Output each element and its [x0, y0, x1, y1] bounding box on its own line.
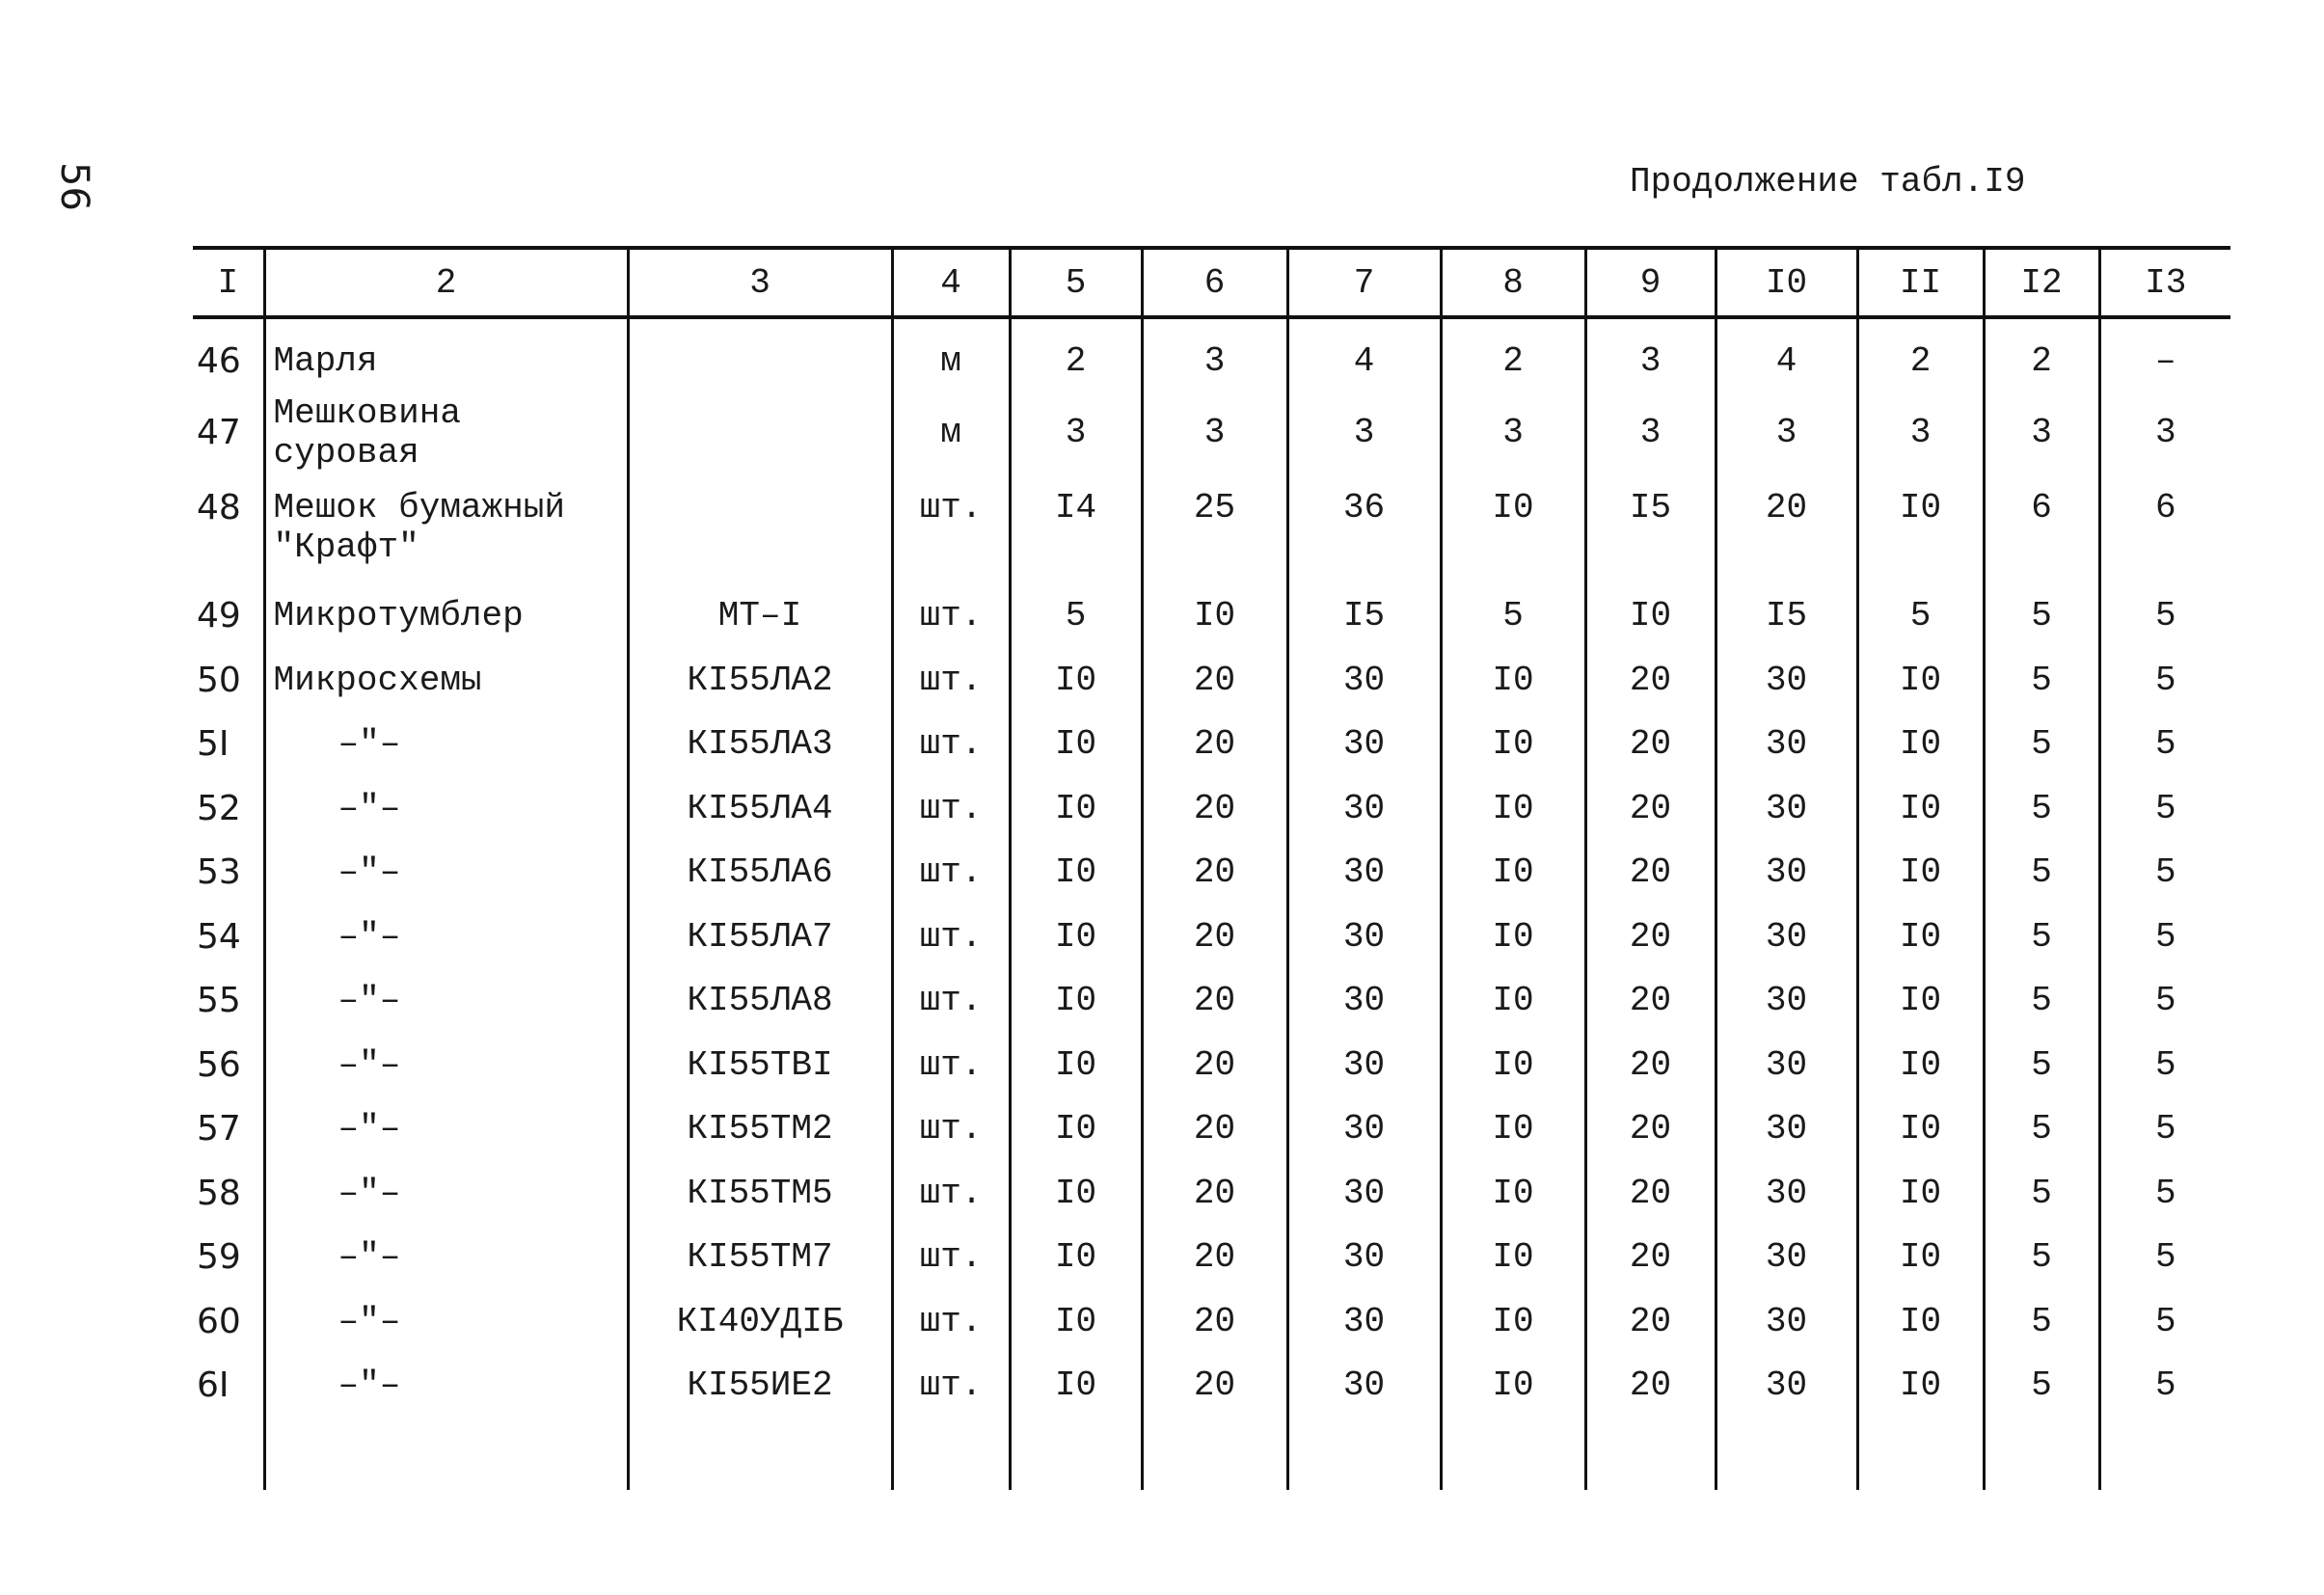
- quantity-cell: I0: [1857, 1289, 1984, 1354]
- item-unit: шт.: [892, 1161, 1010, 1226]
- quantity-cell: 3: [1287, 393, 1441, 473]
- quantity-cell: 30: [1287, 969, 1441, 1034]
- column-header: 9: [1585, 248, 1716, 317]
- table-caption: Продолжение табл.I9: [1630, 162, 2026, 202]
- quantity-cell: 20: [1585, 1289, 1716, 1354]
- row-number: 52: [197, 788, 241, 828]
- quantity-cell: 30: [1287, 1289, 1441, 1354]
- item-name: –"–: [264, 1289, 628, 1354]
- item-name: Марля: [264, 317, 628, 393]
- quantity-cell: 5: [2099, 648, 2230, 713]
- quantity-cell: 5: [1984, 969, 2099, 1034]
- quantity-cell: 30: [1716, 1033, 1857, 1097]
- quantity-cell: 30: [1716, 648, 1857, 713]
- quantity-cell: 20: [1142, 1097, 1287, 1162]
- quantity-cell: 30: [1287, 1161, 1441, 1226]
- quantity-cell: 3: [1010, 393, 1142, 473]
- quantity-cell: 20: [1142, 969, 1287, 1034]
- quantity-cell: 5: [1984, 1226, 2099, 1290]
- quantity-cell: I0: [1857, 1161, 1984, 1226]
- item-name: –"–: [264, 1033, 628, 1097]
- quantity-cell: I0: [1010, 1097, 1142, 1162]
- item-unit: м: [892, 317, 1010, 393]
- row-number: 60: [197, 1301, 241, 1341]
- quantity-cell: I0: [1857, 713, 1984, 777]
- quantity-cell: 30: [1716, 1289, 1857, 1354]
- item-unit: шт.: [892, 648, 1010, 713]
- quantity-cell: I0: [1857, 1033, 1984, 1097]
- item-code: МТ–I: [628, 584, 892, 649]
- quantity-cell: 2: [1984, 317, 2099, 393]
- row-number: 50: [197, 660, 241, 700]
- row-number: 54: [197, 916, 241, 957]
- quantity-cell: I0: [1441, 1161, 1585, 1226]
- table-row: [193, 584, 2230, 649]
- quantity-cell: 5: [2099, 1354, 2230, 1419]
- item-unit: шт.: [892, 969, 1010, 1034]
- table-row: [193, 1226, 2230, 1290]
- quantity-cell: 5: [2099, 1033, 2230, 1097]
- quantity-cell: 20: [1585, 776, 1716, 841]
- item-code: КI55ЛА3: [628, 713, 892, 777]
- item-unit: шт.: [892, 1354, 1010, 1419]
- item-name: Микросхемы: [264, 648, 628, 713]
- row-number: 49: [197, 596, 241, 636]
- item-code: [628, 393, 892, 473]
- row-number: 53: [197, 852, 241, 893]
- quantity-cell: I0: [1441, 841, 1585, 906]
- item-unit: шт.: [892, 905, 1010, 969]
- empty-cell: [892, 1418, 1010, 1490]
- quantity-cell: 5: [2099, 1226, 2230, 1290]
- quantity-cell: I0: [1010, 1226, 1142, 1290]
- table-row: [193, 1354, 2230, 1419]
- quantity-cell: 20: [1585, 841, 1716, 906]
- row-number: 48: [197, 487, 241, 527]
- column-header: 5: [1010, 248, 1142, 317]
- quantity-cell: 5: [1984, 905, 2099, 969]
- quantity-cell: 20: [1585, 969, 1716, 1034]
- row-number: 57: [197, 1109, 241, 1149]
- quantity-cell: 5: [1984, 713, 2099, 777]
- quantity-cell: 5: [1441, 584, 1585, 649]
- table-row: [193, 473, 2230, 584]
- item-unit: шт.: [892, 473, 1010, 584]
- empty-cell: [264, 1418, 628, 1490]
- quantity-cell: 2: [1441, 317, 1585, 393]
- item-name: Мешковина суровая: [264, 393, 628, 473]
- quantity-cell: 30: [1287, 648, 1441, 713]
- empty-cell: [1287, 1418, 1441, 1490]
- column-header: II: [1857, 248, 1984, 317]
- item-name: Микротумблер: [264, 584, 628, 649]
- quantity-cell: 30: [1287, 776, 1441, 841]
- item-code: КI40УДIБ: [628, 1289, 892, 1354]
- empty-cell: [1716, 1418, 1857, 1490]
- quantity-cell: 30: [1716, 905, 1857, 969]
- quantity-cell: 5: [1984, 1161, 2099, 1226]
- table-row: [193, 713, 2230, 777]
- column-header: 3: [628, 248, 892, 317]
- filler-row: [193, 1418, 2230, 1490]
- table-row: [193, 905, 2230, 969]
- table-row: [193, 1097, 2230, 1162]
- quantity-cell: 5: [1984, 584, 2099, 649]
- item-code: [628, 317, 892, 393]
- quantity-cell: I5: [1716, 584, 1857, 649]
- quantity-cell: 20: [1142, 776, 1287, 841]
- item-unit: шт.: [892, 1289, 1010, 1354]
- item-unit: шт.: [892, 1033, 1010, 1097]
- quantity-cell: 3: [1441, 393, 1585, 473]
- quantity-cell: 20: [1142, 1033, 1287, 1097]
- quantity-cell: 30: [1287, 1354, 1441, 1419]
- quantity-cell: I0: [1585, 584, 1716, 649]
- quantity-cell: I0: [1857, 1226, 1984, 1290]
- empty-cell: [1857, 1418, 1984, 1490]
- quantity-cell: 30: [1287, 905, 1441, 969]
- empty-cell: [2099, 1418, 2230, 1490]
- item-unit: шт.: [892, 713, 1010, 777]
- quantity-cell: I0: [1441, 969, 1585, 1034]
- quantity-cell: I0: [1010, 1354, 1142, 1419]
- item-name: Мешок бумажный "Крафт": [264, 473, 628, 584]
- quantity-cell: I0: [1010, 1033, 1142, 1097]
- quantity-cell: 20: [1585, 1033, 1716, 1097]
- quantity-cell: 30: [1287, 1033, 1441, 1097]
- table-row: [193, 1289, 2230, 1354]
- quantity-cell: I0: [1010, 648, 1142, 713]
- quantity-cell: 5: [2099, 841, 2230, 906]
- quantity-cell: 3: [1857, 393, 1984, 473]
- quantity-cell: I0: [1857, 648, 1984, 713]
- empty-cell: [628, 1418, 892, 1490]
- quantity-cell: 3: [1142, 393, 1287, 473]
- quantity-cell: I0: [1441, 1289, 1585, 1354]
- quantity-cell: I0: [1010, 1161, 1142, 1226]
- table-row: [193, 317, 2230, 393]
- quantity-cell: 25: [1142, 473, 1287, 584]
- quantity-cell: 2: [1010, 317, 1142, 393]
- item-code: КI55ЛА2: [628, 648, 892, 713]
- quantity-cell: 3: [1984, 393, 2099, 473]
- quantity-cell: 20: [1585, 1097, 1716, 1162]
- row-number: 47: [197, 413, 241, 452]
- quantity-cell: I0: [1441, 1097, 1585, 1162]
- item-code: КI55ЛА6: [628, 841, 892, 906]
- empty-cell: [1585, 1418, 1716, 1490]
- table-row: [193, 1161, 2230, 1226]
- data-table: [193, 246, 2230, 1490]
- quantity-cell: 6: [1984, 473, 2099, 584]
- row-number: 58: [197, 1173, 241, 1213]
- item-code: КI55ТМ5: [628, 1161, 892, 1226]
- quantity-cell: I0: [1010, 969, 1142, 1034]
- quantity-cell: I0: [1441, 1033, 1585, 1097]
- quantity-cell: 5: [2099, 713, 2230, 777]
- quantity-cell: 20: [1585, 1226, 1716, 1290]
- column-header: 6: [1142, 248, 1287, 317]
- quantity-cell: 3: [1585, 317, 1716, 393]
- item-name: –"–: [264, 1161, 628, 1226]
- column-header: 8: [1441, 248, 1585, 317]
- quantity-cell: 5: [1984, 648, 2099, 713]
- quantity-cell: 5: [2099, 1289, 2230, 1354]
- quantity-cell: 5: [1857, 584, 1984, 649]
- item-name: –"–: [264, 841, 628, 906]
- quantity-cell: 20: [1716, 473, 1857, 584]
- quantity-cell: 4: [1716, 317, 1857, 393]
- table-row: [193, 1033, 2230, 1097]
- empty-cell: [1984, 1418, 2099, 1490]
- quantity-cell: I5: [1287, 584, 1441, 649]
- column-header: I: [193, 248, 264, 317]
- quantity-cell: I0: [1010, 1289, 1142, 1354]
- quantity-cell: 30: [1716, 776, 1857, 841]
- quantity-cell: 20: [1585, 648, 1716, 713]
- row-number: 59: [197, 1237, 241, 1278]
- item-code: КI55ЛА7: [628, 905, 892, 969]
- quantity-cell: 5: [1984, 1354, 2099, 1419]
- column-header: I0: [1716, 248, 1857, 317]
- quantity-cell: I0: [1441, 648, 1585, 713]
- table-row: [193, 393, 2230, 473]
- item-code: КI55ИЕ2: [628, 1354, 892, 1419]
- row-number: 55: [197, 981, 241, 1021]
- empty-cell: [193, 1418, 264, 1490]
- item-code: [628, 473, 892, 584]
- column-header: I3: [2099, 248, 2230, 317]
- item-unit: м: [892, 393, 1010, 473]
- quantity-cell: I0: [1010, 776, 1142, 841]
- quantity-cell: 3: [1716, 393, 1857, 473]
- table-row: [193, 969, 2230, 1034]
- quantity-cell: 4: [1287, 317, 1441, 393]
- quantity-cell: 6: [2099, 473, 2230, 584]
- quantity-cell: 5: [1984, 1289, 2099, 1354]
- quantity-cell: 3: [1142, 317, 1287, 393]
- quantity-cell: I0: [1857, 841, 1984, 906]
- item-name: –"–: [264, 1354, 628, 1419]
- quantity-cell: 30: [1716, 713, 1857, 777]
- empty-cell: [1441, 1418, 1585, 1490]
- quantity-cell: I0: [1010, 841, 1142, 906]
- table-row: [193, 841, 2230, 906]
- quantity-cell: 5: [1984, 776, 2099, 841]
- item-unit: шт.: [892, 1226, 1010, 1290]
- empty-cell: [1010, 1418, 1142, 1490]
- row-number: 56: [197, 1044, 241, 1085]
- quantity-cell: I4: [1010, 473, 1142, 584]
- quantity-cell: 5: [2099, 1161, 2230, 1226]
- row-number: 46: [197, 340, 241, 381]
- quantity-cell: I0: [1441, 1354, 1585, 1419]
- quantity-cell: I0: [1857, 969, 1984, 1034]
- item-name: –"–: [264, 713, 628, 777]
- quantity-cell: 20: [1142, 841, 1287, 906]
- header-row: [193, 248, 2230, 317]
- quantity-cell: 20: [1142, 1226, 1287, 1290]
- quantity-cell: 20: [1585, 1161, 1716, 1226]
- row-number: 5I: [197, 724, 230, 765]
- quantity-cell: 20: [1585, 905, 1716, 969]
- quantity-cell: I5: [1585, 473, 1716, 584]
- quantity-cell: 30: [1287, 713, 1441, 777]
- quantity-cell: 30: [1716, 969, 1857, 1034]
- quantity-cell: I0: [1857, 1354, 1984, 1419]
- quantity-cell: 5: [1984, 1097, 2099, 1162]
- item-code: КI55ЛА4: [628, 776, 892, 841]
- quantity-cell: I0: [1857, 473, 1984, 584]
- quantity-cell: 20: [1142, 1354, 1287, 1419]
- quantity-cell: 30: [1716, 1354, 1857, 1419]
- column-header: 2: [264, 248, 628, 317]
- quantity-cell: 5: [2099, 776, 2230, 841]
- item-unit: шт.: [892, 776, 1010, 841]
- quantity-cell: I0: [1010, 713, 1142, 777]
- quantity-cell: 30: [1287, 841, 1441, 906]
- quantity-cell: I0: [1857, 1097, 1984, 1162]
- quantity-cell: I0: [1857, 776, 1984, 841]
- column-header: 7: [1287, 248, 1441, 317]
- empty-cell: [1142, 1418, 1287, 1490]
- quantity-cell: 20: [1585, 1354, 1716, 1419]
- quantity-cell: 5: [2099, 1097, 2230, 1162]
- quantity-cell: –: [2099, 317, 2230, 393]
- item-code: КI55ТМ7: [628, 1226, 892, 1290]
- item-code: КI55ТМ2: [628, 1097, 892, 1162]
- table-row: [193, 776, 2230, 841]
- item-code: КI55ТВI: [628, 1033, 892, 1097]
- quantity-cell: 3: [1585, 393, 1716, 473]
- table-row: [193, 648, 2230, 713]
- quantity-cell: 5: [1984, 1033, 2099, 1097]
- quantity-cell: 30: [1716, 1097, 1857, 1162]
- quantity-cell: 5: [1984, 841, 2099, 906]
- quantity-cell: 36: [1287, 473, 1441, 584]
- item-unit: шт.: [892, 1097, 1010, 1162]
- column-header: I2: [1984, 248, 2099, 317]
- quantity-cell: I0: [1010, 905, 1142, 969]
- quantity-cell: 20: [1585, 713, 1716, 777]
- quantity-cell: I0: [1441, 473, 1585, 584]
- quantity-cell: 2: [1857, 317, 1984, 393]
- quantity-cell: 3: [2099, 393, 2230, 473]
- quantity-cell: 20: [1142, 648, 1287, 713]
- item-unit: шт.: [892, 841, 1010, 906]
- item-name: –"–: [264, 1097, 628, 1162]
- quantity-cell: 30: [1287, 1097, 1441, 1162]
- quantity-cell: I0: [1441, 1226, 1585, 1290]
- quantity-cell: I0: [1441, 713, 1585, 777]
- quantity-cell: 20: [1142, 1161, 1287, 1226]
- item-name: –"–: [264, 905, 628, 969]
- row-number: 6I: [197, 1365, 230, 1406]
- column-header: 4: [892, 248, 1010, 317]
- quantity-cell: 30: [1716, 1161, 1857, 1226]
- quantity-cell: 30: [1287, 1226, 1441, 1290]
- item-unit: шт.: [892, 584, 1010, 649]
- quantity-cell: 20: [1142, 905, 1287, 969]
- quantity-cell: 30: [1716, 1226, 1857, 1290]
- page-number: 56: [52, 162, 96, 211]
- quantity-cell: 30: [1716, 841, 1857, 906]
- item-name: –"–: [264, 969, 628, 1034]
- item-name: –"–: [264, 1226, 628, 1290]
- quantity-cell: 5: [1010, 584, 1142, 649]
- quantity-cell: 5: [2099, 584, 2230, 649]
- item-code: КI55ЛА8: [628, 969, 892, 1034]
- quantity-cell: 5: [2099, 905, 2230, 969]
- quantity-cell: 20: [1142, 1289, 1287, 1354]
- quantity-cell: I0: [1441, 905, 1585, 969]
- quantity-cell: I0: [1857, 905, 1984, 969]
- item-name: –"–: [264, 776, 628, 841]
- quantity-cell: 20: [1142, 713, 1287, 777]
- quantity-cell: 5: [2099, 969, 2230, 1034]
- quantity-cell: I0: [1441, 776, 1585, 841]
- quantity-cell: I0: [1142, 584, 1287, 649]
